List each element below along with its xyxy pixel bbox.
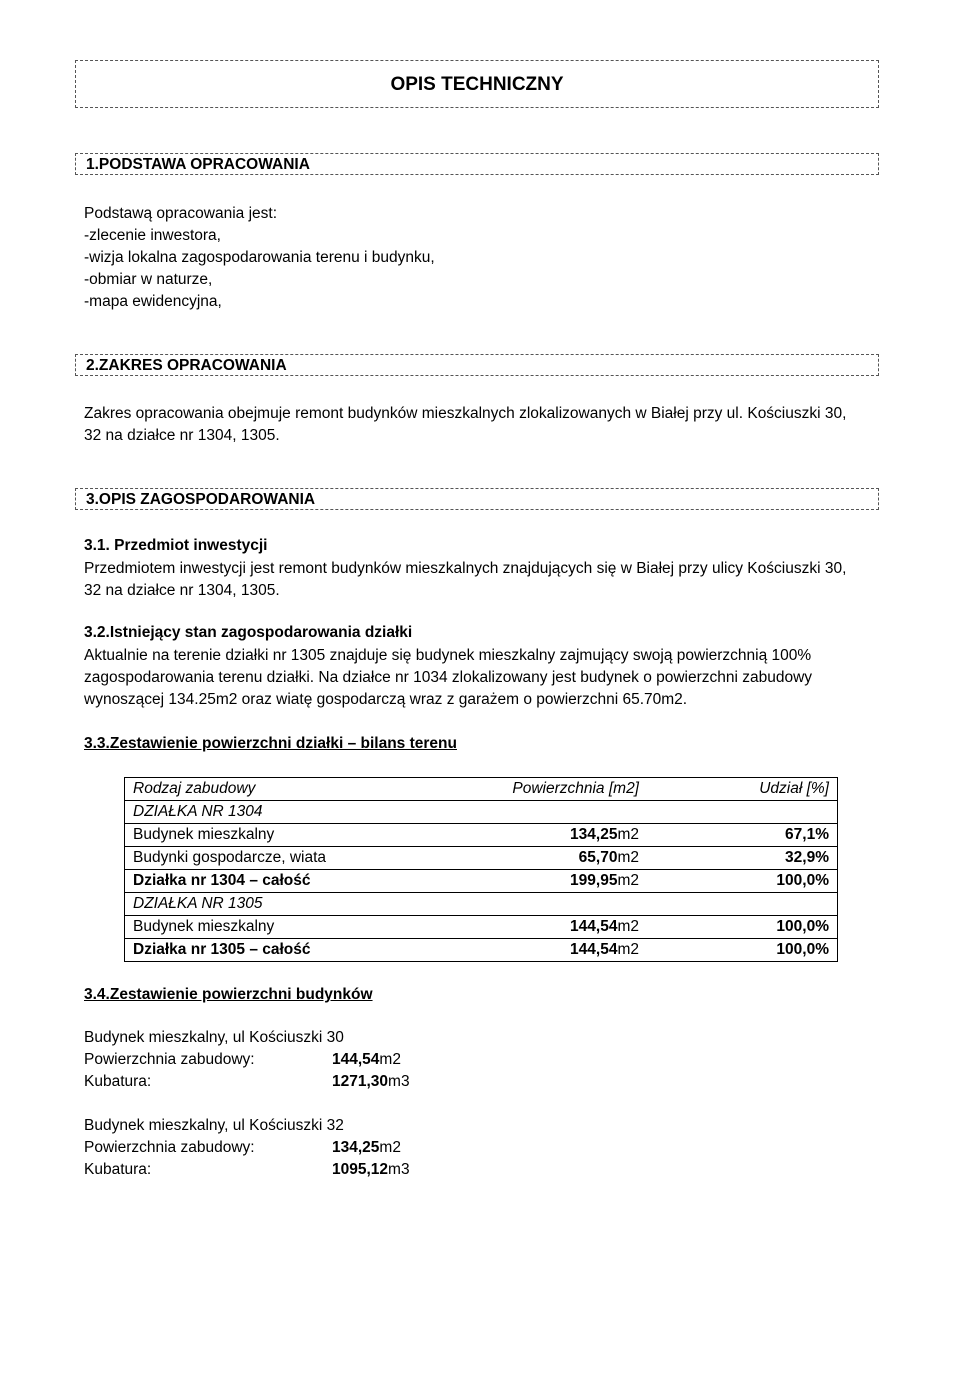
row-share-cell xyxy=(647,801,838,824)
s1-line: -zlecenie inwestora, xyxy=(84,227,221,244)
row-name-cell: Działka nr 1304 – całość xyxy=(125,870,442,893)
s32-line: zagospodarowania terenu działki. Na działce nr 1034 zlokalizowany jest budynek o powierzchni zabudowy xyxy=(84,669,813,686)
section-1-heading: 1.PODSTAWA OPRACOWANIA xyxy=(86,156,310,173)
building-2-volume-label: Kubatura: xyxy=(84,1161,152,1178)
row-area-cell: 144,54m2 xyxy=(441,916,647,939)
building-1-name: Budynek mieszkalny, ul Kościuszki 30 xyxy=(84,1029,344,1046)
row-area-cell xyxy=(441,801,647,824)
table-row xyxy=(125,870,838,893)
building-2-volume-value: 1095,12m3 xyxy=(332,1161,410,1178)
s2-line: 32 na działce nr 1304, 1305. xyxy=(84,427,280,444)
row-share-cell: 100,0% xyxy=(647,870,838,893)
s2-line: Zakres opracowania obejmuje remont budynków mieszkalnych zlokalizowanych w Białej przy ul. Kościuszki 30, xyxy=(84,405,847,422)
row-area-cell: Powierzchnia [m2] xyxy=(441,778,647,801)
table-row xyxy=(125,939,838,962)
document-title: OPIS TECHNICZNY xyxy=(390,74,564,95)
building-2-name: Budynek mieszkalny, ul Kościuszki 32 xyxy=(84,1117,344,1134)
row-share-cell: 100,0% xyxy=(647,939,838,962)
s32-line: Aktualnie na terenie działki nr 1305 znajduje się budynek mieszkalny zajmujący swoją powierzchnią 100% xyxy=(84,647,812,664)
building-2-area-value: 134,25m2 xyxy=(332,1139,401,1156)
s1-line: -obmiar w naturze, xyxy=(84,271,213,288)
row-area-cell: 199,95m2 xyxy=(441,870,647,893)
title-box xyxy=(75,60,879,108)
section-3-header xyxy=(75,488,879,510)
row-share-cell: 100,0% xyxy=(647,916,838,939)
building-1-volume-label: Kubatura: xyxy=(84,1073,152,1090)
row-share-cell xyxy=(647,893,838,916)
row-name-cell: DZIAŁKA NR 1304 xyxy=(125,801,442,824)
s31-line: 32 na działce nr 1304, 1305. xyxy=(84,582,280,599)
section-2-heading: 2.ZAKRES OPRACOWANIA xyxy=(86,357,287,374)
s31-heading: 3.1. Przedmiot inwestycji xyxy=(84,537,268,554)
row-name-cell: Budynek mieszkalny xyxy=(125,916,442,939)
building-2-area-label: Powierzchnia zabudowy: xyxy=(84,1139,255,1156)
row-share-cell: 67,1% xyxy=(647,824,838,847)
row-name-cell: Budynek mieszkalny xyxy=(125,824,442,847)
land-balance-table xyxy=(124,777,838,962)
table-row xyxy=(125,847,838,870)
section-3-heading: 3.OPIS ZAGOSPODAROWANIA xyxy=(86,491,316,508)
row-area-cell: 144,54m2 xyxy=(441,939,647,962)
s1-line: -mapa ewidencyjna, xyxy=(84,293,222,310)
row-share-cell: 32,9% xyxy=(647,847,838,870)
table-row xyxy=(125,778,838,801)
table-row xyxy=(125,824,838,847)
row-name-cell: Rodzaj zabudowy xyxy=(125,778,442,801)
row-name-cell: DZIAŁKA NR 1305 xyxy=(125,893,442,916)
s1-line: -wizja lokalna zagospodarowania terenu i budynku, xyxy=(84,249,435,266)
table-row xyxy=(125,893,838,916)
table-row xyxy=(125,916,838,939)
building-1-volume-value: 1271,30m3 xyxy=(332,1073,410,1090)
row-name-cell: Działka nr 1305 – całość xyxy=(125,939,442,962)
row-area-cell xyxy=(441,893,647,916)
section-2-header xyxy=(75,354,879,376)
row-area-cell: 65,70m2 xyxy=(441,847,647,870)
row-name-cell: Budynki gospodarcze, wiata xyxy=(125,847,442,870)
s32-heading: 3.2.Istniejący stan zagospodarowania działki xyxy=(84,624,413,641)
table-row xyxy=(125,801,838,824)
s34-heading: 3.4.Zestawienie powierzchni budynków xyxy=(84,986,373,1003)
s33-heading: 3.3.Zestawienie powierzchni działki – bilans terenu xyxy=(84,735,457,752)
section-1-header xyxy=(75,153,879,175)
building-1-area-value: 144,54m2 xyxy=(332,1051,401,1068)
s1-line: Podstawą opracowania jest: xyxy=(84,205,278,222)
s32-line: wynoszącej 134.25m2 oraz wiatę gospodarczą wraz z garażem o powierzchni 65.70m2. xyxy=(84,691,688,708)
row-share-cell: Udział [%] xyxy=(647,778,838,801)
s31-line: Przedmiotem inwestycji jest remont budynków mieszkalnych znajdujących się w Białej przy ulicy Kościuszki 30, xyxy=(84,560,847,577)
row-area-cell: 134,25m2 xyxy=(441,824,647,847)
building-1-area-label: Powierzchnia zabudowy: xyxy=(84,1051,255,1068)
